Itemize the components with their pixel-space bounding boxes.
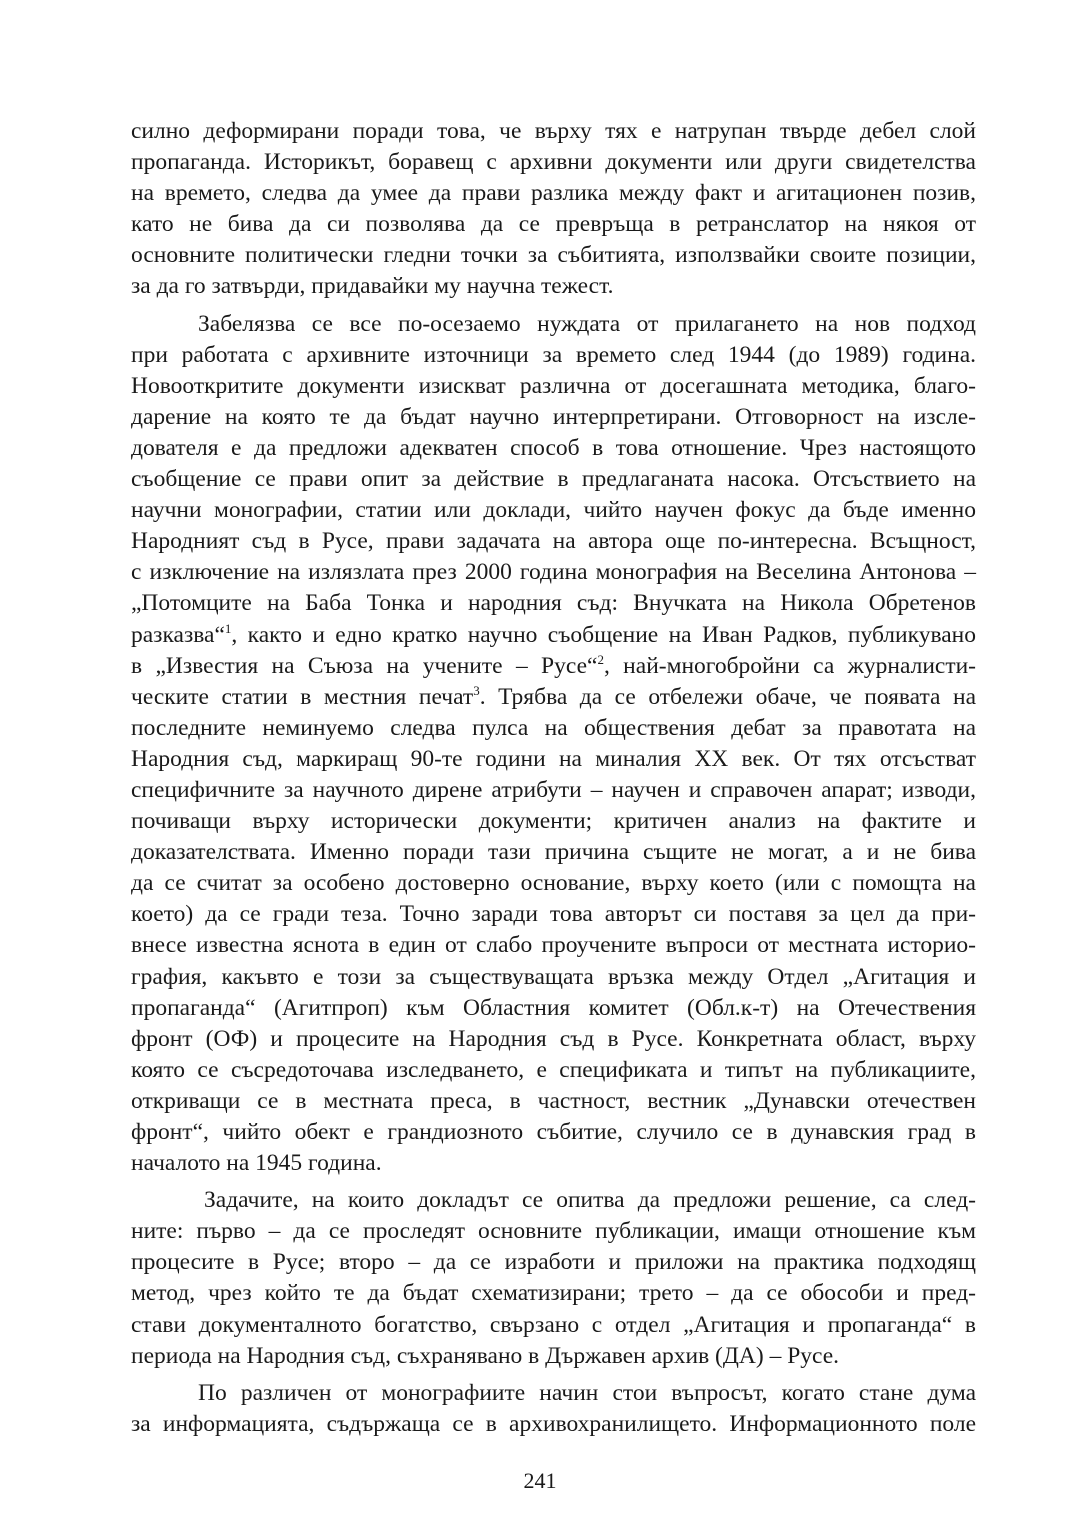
text-line: откриващи се в местната преса, в частност, вестник „Дунавски отечествен bbox=[131, 1087, 976, 1114]
text-line: периода на Народния съд, съхранявано в Държавен архив (ДА) – Русе. bbox=[131, 1342, 840, 1369]
text-line: която се съсредоточава изследването, е спецификата и типът на публикациите, bbox=[131, 1056, 976, 1083]
text-line: на времето, следва да умее да прави разлика между факт и агитационен позив, bbox=[131, 180, 976, 207]
text-line: фронт“, чийто обект е грандиозното събитие, случило се в дунавския град в bbox=[131, 1119, 976, 1145]
text-line: с изключение на излязлата през 2000 година монография на Веселина Антонова – bbox=[131, 559, 976, 586]
text-line: като не бива да си позволява да се превръща в ретранслатор на някоя от bbox=[131, 211, 976, 238]
text-line: ческите статии в местния печат$^3$. Трябва да се отбележи обаче, че появата на bbox=[131, 682, 976, 710]
text-line: Народният съд в Русе, прави задачата на автора още по-интересна. Всъщност, bbox=[131, 528, 976, 555]
text-line: фронт (ОФ) и процесите на Народния съд в Русе. Конкретната област, върху bbox=[131, 1025, 976, 1052]
text-line: дарение на която те да бъдат научно интерпретирани. Отговорност на изсле- bbox=[131, 403, 976, 430]
text-line: процесите в Русе; второ – да се изработи и приложи на практика подходящ bbox=[131, 1249, 976, 1276]
text-line: съобщение се прави опит за действие в предлаганата насока. Отсъствието на bbox=[131, 466, 976, 493]
text-line: за да го затвърди, придавайки му научна тежест. bbox=[131, 273, 614, 300]
footnote-marker: 3 bbox=[473, 682, 480, 698]
text-line: научни монографии, статии или доклади, чийто научен фокус да бъде именно bbox=[131, 497, 976, 524]
text-line: специфичните за научното дирене атрибути – научен и справочен апарат; изводи, bbox=[131, 776, 976, 803]
text-line: Народния съд, маркиращ 90-те години на миналия XX век. От тях отсъстват bbox=[131, 745, 976, 772]
text-line: за информацията, съдържаща се в архивохранилището. Информационното поле bbox=[131, 1410, 976, 1437]
text-line: ните: първо – да се проследят основните публикации, имащи отношение към bbox=[131, 1218, 976, 1245]
text-line: доказателствата. Именно поради тази причина същите не могат, а и не бива bbox=[131, 839, 976, 866]
paragraph-3 bbox=[131, 1185, 976, 1372]
page-number: 241 bbox=[523, 1468, 557, 1493]
text-line: пропаганда“ (Агитпроп) към Областния комитет (Обл.к-т) на Отечествения bbox=[131, 994, 976, 1021]
text-line: при работата с архивните източници за времето след 1944 (до 1989) година. bbox=[131, 341, 976, 368]
text-line: Задачите, на които докладът се опитва да предложи решение, са след- bbox=[204, 1187, 976, 1214]
text-line: стави документалното богатство, свързано с отдел „Агитация и пропаганда“ в bbox=[131, 1311, 976, 1338]
text-line: да се считат за особено достоверно основание, върху което (или с помощта на bbox=[131, 870, 976, 897]
text-line: метод, чрез който те да бъдат схематизирани; трето – да се обособи и пред- bbox=[131, 1280, 976, 1307]
text-line: дователя е да предложи адекватен способ в това отношение. Чрез настоящото bbox=[131, 434, 976, 461]
text-line: което) да се гради теза. Точно заради това авторът си поставя за цел да при- bbox=[131, 901, 976, 928]
text-line: основните политически гледни точки за събитията, използвайки своите позиции, bbox=[131, 242, 976, 269]
text-line: пропаганда. Историкът, боравещ с архивни документи или други свидетелства bbox=[131, 149, 976, 176]
text-line: Забелязва се все по-осезаемо нуждата от прилагането на нов подход bbox=[198, 310, 976, 337]
text-line: „Потомците на Баба Тонка и народния съд: Внучката на Никола Обретенов bbox=[131, 590, 976, 617]
paragraph-1 bbox=[131, 116, 976, 303]
text-line: силно деформирани поради това, че върху тях е натрупан твърде дебел слой bbox=[131, 118, 976, 144]
footnote-marker: 2 bbox=[597, 651, 604, 667]
paragraph-2 bbox=[131, 309, 976, 1180]
paragraph-4 bbox=[131, 1378, 976, 1440]
text-line: в „Известия на Съюза на учените – Русе“$^2$, най-многобройни са журналисти- bbox=[131, 651, 976, 679]
text-line: разказва“$^1$, както и едно кратко научно съобщение на Иван Радков, публикувано bbox=[131, 620, 976, 648]
text-line: внесе известна яснота в един от слабо проучените въпроси от местната историо- bbox=[131, 932, 976, 959]
text-line: графия, какъвто е този за съществуващата връзка между Отдел „Агитация и bbox=[131, 963, 976, 990]
text-line: почиващи върху исторически документи; критичен анализ на фактите и bbox=[131, 808, 976, 835]
text-line: последните неминуемо следва пулса на обществения дебат за правотата на bbox=[131, 714, 976, 741]
document-body bbox=[131, 116, 976, 1446]
text-line: началото на 1945 година. bbox=[131, 1150, 382, 1177]
text-line: Новооткритите документи изискват различна от досегашната методика, благо- bbox=[131, 372, 976, 399]
text-line: По различен от монографиите начин стои въпросът, когато стане дума bbox=[198, 1379, 976, 1406]
footnote-marker: 1 bbox=[224, 620, 232, 636]
